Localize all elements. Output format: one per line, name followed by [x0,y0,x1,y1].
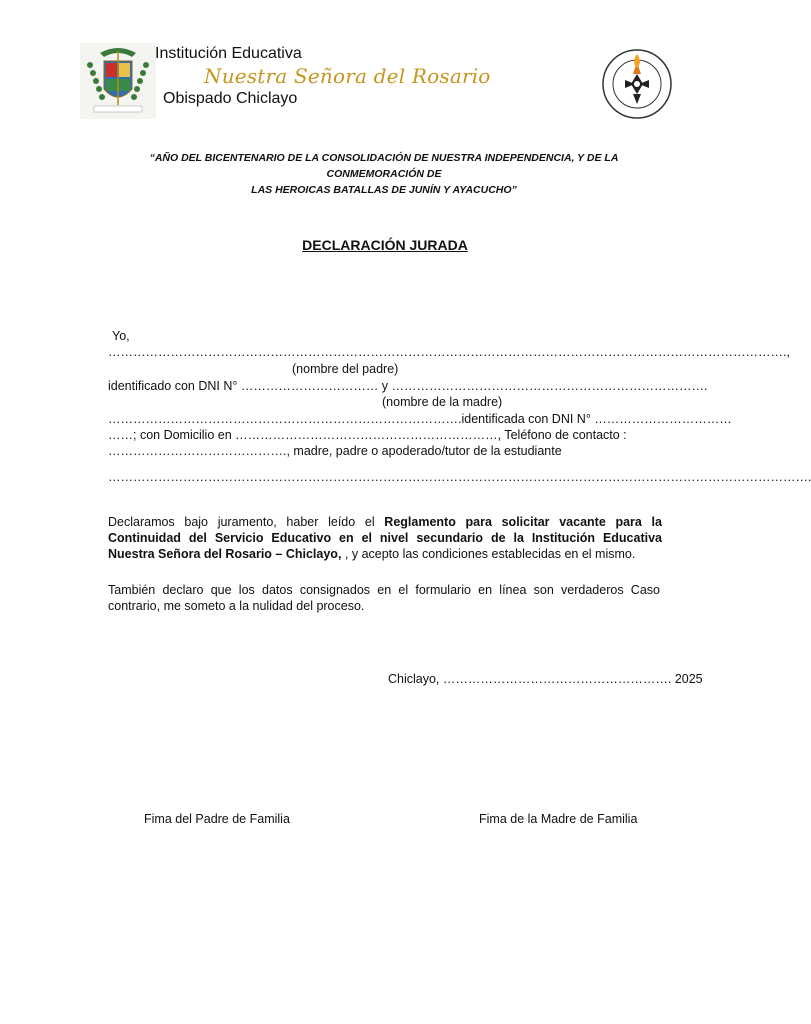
document-title: DECLARACIÓN JURADA [302,237,468,253]
dominican-cross-seal-icon [599,44,675,120]
father-signature-label: Fima del Padre de Familia [144,812,290,826]
declaration-intro: Declaramos bajo juramento, haber leído el [108,515,385,529]
veracity-statement: También declaro que los datos consignados en el formulario en línea son verdaderos Caso contrario, me someto a la nulidad del proceso. [108,583,660,613]
address-phone-line[interactable]: ……; con Domicilio en ………………………………………………………, Teléfono de contacto : [108,428,627,442]
institution-diocese: Obispado Chiclayo [163,90,298,107]
institution-name: Nuestra Señora del Rosario [204,64,491,88]
institution-line-1: Institución Educativa [155,45,302,62]
year-motto [108,150,660,198]
yo-label: Yo, [112,329,130,343]
year-motto-line-1: “AÑO DEL BICENTENARIO DE LA CONSOLIDACIÓN DE NUESTRA INDEPENDENCIA, Y DE LA CONMEMORACIÓN DE [149,152,619,180]
mother-name-label: (nombre de la madre) [382,395,503,409]
father-name-label: (nombre del padre) [292,362,399,376]
place-date-line[interactable]: Chiclayo, ………………………………………………. 2025 [388,672,703,686]
father-name-field[interactable]: ………………………………………………………………………………………………………………………………………………., [108,345,790,359]
mother-name-dni-line[interactable]: ………………………………………………………………………….identificada con DNI N° …………………………… [108,412,732,426]
year-motto-line-2: LAS HEROICAS BATALLAS DE JUNÍN Y AYACUCHO” [251,184,517,196]
declaration-paragraph [108,514,662,562]
guardian-line[interactable]: ……………………………………., madre, padre o apoderado/tutor de la estudiante [108,444,562,458]
mother-signature-label: Fima de la Madre de Familia [479,812,638,826]
declaration-tail: , y acepto las condiciones establecidas en el mismo. [341,547,636,561]
regulation-title: Reglamento para solicitar vacante para la Continuidad del Servicio Educativo en el nivel secundario de la Institución Educativa Nuestra Señora del Rosario – Chiclayo, [108,515,662,561]
father-dni-line[interactable]: identificado con DNI N° …………………………… y …………………………………………………………………. [108,379,708,393]
student-name-field[interactable]: ……………………………………………………………………………………………………………………………………………………. [108,470,811,484]
episcopal-coat-of-arms-icon [80,43,156,119]
